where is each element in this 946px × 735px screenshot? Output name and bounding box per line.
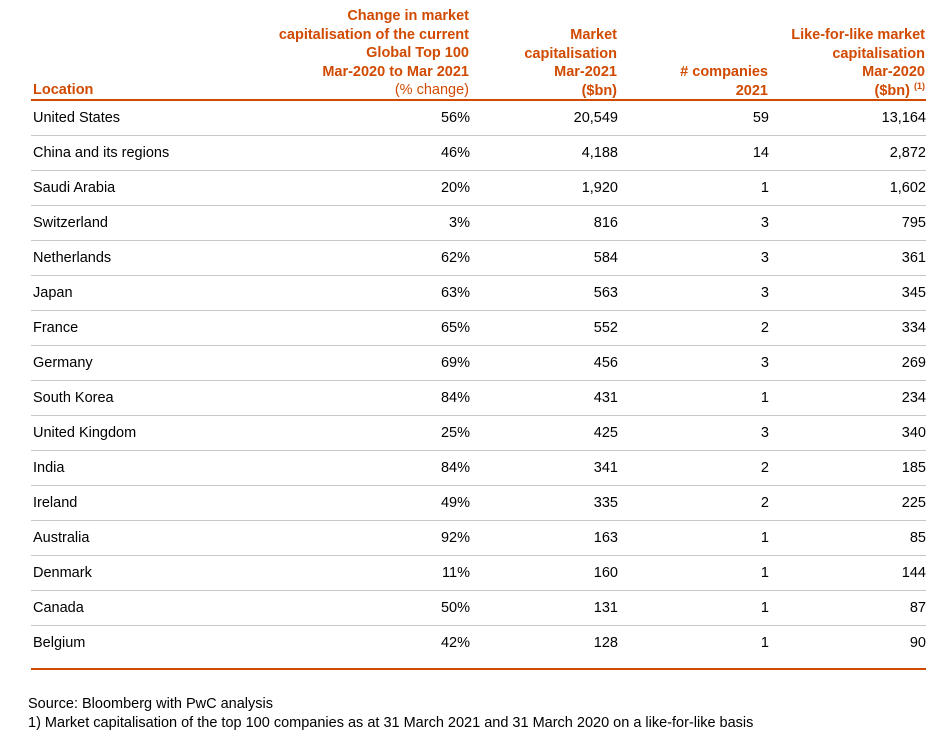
footnote: 1) Market capitalisation of the top 100 companies as at 31 March 2021 and 31 March 2020 on a like-for-like basis	[28, 715, 754, 731]
cell-change: 84%	[440, 460, 470, 476]
cell-market-cap: 335	[593, 495, 618, 511]
table-row	[31, 241, 926, 276]
header-companies: # companies 2021	[680, 64, 768, 99]
cell-market-cap: 20,549	[573, 110, 618, 126]
table-row	[31, 591, 926, 626]
cell-market-cap: 456	[593, 355, 618, 371]
table-row	[31, 136, 926, 171]
cell-change: 63%	[440, 285, 470, 301]
cell-change: 50%	[440, 600, 470, 616]
cell-companies: 3	[760, 355, 769, 371]
cell-market-cap: 552	[593, 320, 618, 336]
cell-location: Japan	[33, 285, 73, 301]
table-row	[31, 311, 926, 346]
header-market-cap-unit: ($bn)	[581, 82, 617, 99]
header-change: Change in market capitalisation of the current Global Top 100 Mar-2020 to Mar 2021 (% change)	[278, 8, 469, 98]
cell-location: Saudi Arabia	[33, 180, 116, 196]
cell-market-cap: 816	[593, 215, 618, 231]
cell-like-for-like: 361	[901, 250, 926, 266]
cell-market-cap: 1,920	[581, 180, 618, 196]
table-row	[31, 171, 926, 206]
table-row	[31, 101, 926, 136]
cell-location: United Kingdom	[33, 425, 137, 441]
cell-location: China and its regions	[33, 145, 170, 161]
table-row	[31, 556, 926, 591]
cell-like-for-like: 234	[901, 390, 926, 406]
table-row	[31, 276, 926, 311]
cell-like-for-like: 269	[901, 355, 926, 371]
cell-companies: 1	[760, 390, 769, 406]
cell-location: United States	[33, 110, 121, 126]
cell-like-for-like: 345	[901, 285, 926, 301]
cell-change: 84%	[440, 390, 470, 406]
cell-location: Canada	[33, 600, 84, 616]
cell-companies: 2	[760, 460, 769, 476]
cell-like-for-like: 795	[901, 215, 926, 231]
cell-location: Switzerland	[33, 215, 108, 231]
cell-change: 46%	[440, 145, 470, 161]
cell-change: 25%	[440, 425, 470, 441]
footnote-ref: (1)	[914, 80, 925, 91]
cell-companies: 2	[760, 495, 769, 511]
cell-like-for-like: 90	[909, 635, 926, 651]
cell-companies: 1	[760, 180, 769, 196]
cell-change: 56%	[440, 110, 470, 126]
cell-market-cap: 4,188	[581, 145, 618, 161]
table-row	[31, 206, 926, 241]
cell-location: India	[33, 460, 65, 476]
cell-location: South Korea	[33, 390, 114, 406]
table-row	[31, 451, 926, 486]
cell-like-for-like: 334	[901, 320, 926, 336]
cell-change: 49%	[440, 495, 470, 511]
cell-like-for-like: 85	[909, 530, 926, 546]
cell-companies: 3	[760, 285, 769, 301]
cell-like-for-like: 2,872	[889, 145, 926, 161]
source-note: Source: Bloomberg with PwC analysis	[28, 696, 273, 712]
cell-like-for-like: 185	[901, 460, 926, 476]
cell-like-for-like: 225	[901, 495, 926, 511]
cell-market-cap: 584	[593, 250, 618, 266]
header-lfl-unit: ($bn)	[874, 82, 910, 99]
cell-companies: 2	[760, 320, 769, 336]
cell-companies: 1	[760, 600, 769, 616]
table-row	[31, 381, 926, 416]
cell-change: 92%	[440, 530, 470, 546]
cell-companies: 3	[760, 250, 769, 266]
table-bottom-rule	[31, 668, 926, 670]
table-row	[31, 346, 926, 381]
header-change-unit: (% change)	[394, 82, 469, 98]
cell-market-cap: 160	[593, 565, 618, 581]
cell-change: 69%	[440, 355, 470, 371]
header-market-cap: Market capitalisation Mar-2021 ($bn)	[524, 27, 617, 99]
cell-like-for-like: 340	[901, 425, 926, 441]
cell-companies: 14	[752, 145, 769, 161]
cell-market-cap: 163	[593, 530, 618, 546]
cell-change: 42%	[440, 635, 470, 651]
cell-location: Australia	[33, 530, 90, 546]
table-row	[31, 416, 926, 451]
table-row	[31, 521, 926, 556]
cell-like-for-like: 144	[901, 565, 926, 581]
notes	[28, 695, 753, 733]
header-location: Location	[33, 82, 94, 98]
header-like-for-like: Like-for-like market capitalisation Mar-2020 ($bn) $^{(1)}$	[791, 27, 925, 99]
cell-market-cap: 431	[593, 390, 618, 406]
cell-market-cap: 128	[593, 635, 618, 651]
cell-location: Denmark	[33, 565, 92, 581]
cell-market-cap: 563	[593, 285, 618, 301]
cell-companies: 1	[760, 635, 769, 651]
cell-change: 20%	[440, 180, 470, 196]
cell-location: Belgium	[33, 635, 86, 651]
cell-like-for-like: 13,164	[881, 110, 926, 126]
cell-change: 11%	[442, 565, 470, 581]
table-body	[31, 101, 926, 660]
cell-location: France	[33, 320, 79, 336]
cell-market-cap: 425	[593, 425, 618, 441]
cell-location: Germany	[33, 355, 93, 371]
table-row	[31, 486, 926, 521]
cell-location: Netherlands	[33, 250, 112, 266]
cell-companies: 1	[760, 530, 769, 546]
cell-market-cap: 341	[593, 460, 618, 476]
cell-market-cap: 131	[593, 600, 618, 616]
cell-change: 3%	[449, 215, 470, 231]
cell-change: 65%	[440, 320, 470, 336]
cell-like-for-like: 1,602	[889, 180, 926, 196]
cell-companies: 59	[752, 110, 769, 126]
cell-companies: 3	[760, 215, 769, 231]
cell-companies: 3	[760, 425, 769, 441]
table-row	[31, 626, 926, 660]
cell-companies: 1	[760, 565, 769, 581]
cell-like-for-like: 87	[909, 600, 926, 616]
cell-change: 62%	[440, 250, 470, 266]
cell-location: Ireland	[33, 495, 78, 511]
